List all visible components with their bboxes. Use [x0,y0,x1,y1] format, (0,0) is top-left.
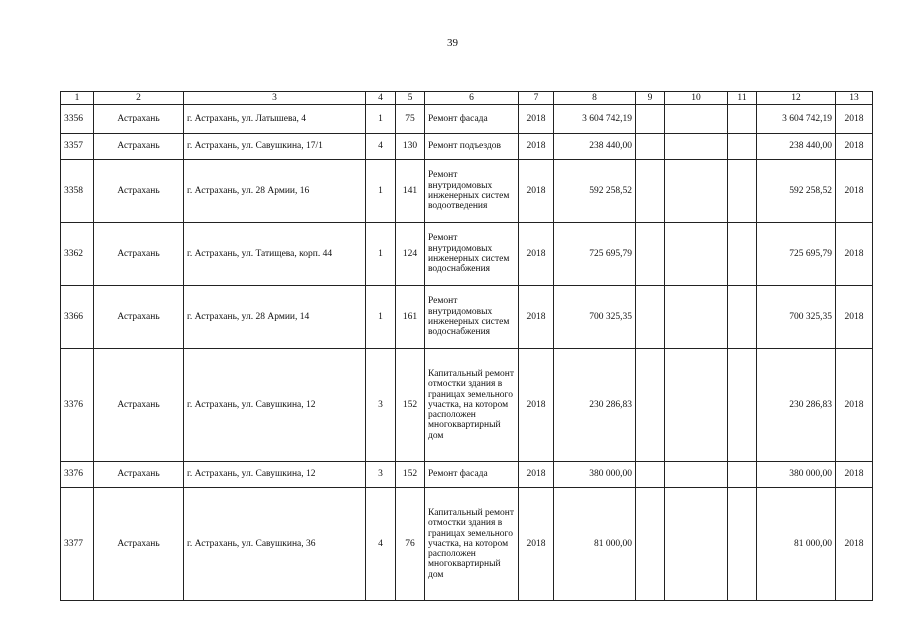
row-city: Астрахань [94,349,184,462]
row-c13: 2018 [836,462,873,488]
row-c11 [728,462,757,488]
row-c11 [728,349,757,462]
row-c4: 1 [366,223,396,286]
row-c9 [636,462,665,488]
row-city: Астрахань [94,160,184,223]
table-row [61,105,873,134]
row-c9 [636,286,665,349]
row-year: 2018 [519,286,554,349]
row-c11 [728,105,757,134]
row-c10 [665,105,728,134]
column-header: 5 [396,92,425,105]
row-c4: 3 [366,349,396,462]
table-row [61,462,873,488]
row-c5: 152 [396,349,425,462]
row-id: 3376 [61,462,94,488]
column-header: 9 [636,92,665,105]
row-work: Ремонт подъездов [425,134,519,160]
row-c9 [636,160,665,223]
row-sum: 81 000,00 [554,488,636,601]
row-work: Капитальный ремонт отмостки здания в границах земельного участка, на котором расположен многоквартирный дом [425,488,519,601]
row-c5: 152 [396,462,425,488]
row-c13: 2018 [836,488,873,601]
row-sum: 230 286,83 [554,349,636,462]
row-c13: 2018 [836,223,873,286]
row-c5: 161 [396,286,425,349]
row-c10 [665,462,728,488]
table-row [61,488,873,601]
row-c4: 1 [366,105,396,134]
row-city: Астрахань [94,134,184,160]
row-c9 [636,134,665,160]
row-city: Астрахань [94,105,184,134]
row-c4: 1 [366,286,396,349]
row-sum: 700 325,35 [554,286,636,349]
column-header: 4 [366,92,396,105]
row-city: Астрахань [94,223,184,286]
column-header: 12 [757,92,836,105]
row-c13: 2018 [836,105,873,134]
row-sum: 238 440,00 [554,134,636,160]
row-work: Ремонт внутридомовых инженерных систем водоснабжения [425,286,519,349]
row-c10 [665,286,728,349]
row-c4: 1 [366,160,396,223]
row-sum: 592 258,52 [554,160,636,223]
row-c13: 2018 [836,349,873,462]
row-address: г. Астрахань, ул. Савушкина, 17/1 [184,134,366,160]
column-header: 13 [836,92,873,105]
row-c13: 2018 [836,160,873,223]
row-c4: 3 [366,462,396,488]
row-work: Ремонт внутридомовых инженерных систем водоотведения [425,160,519,223]
row-c10 [665,134,728,160]
row-work: Ремонт внутридомовых инженерных систем водоснабжения [425,223,519,286]
row-year: 2018 [519,134,554,160]
row-c13: 2018 [836,286,873,349]
row-c9 [636,105,665,134]
table-row [61,134,873,160]
row-c5: 141 [396,160,425,223]
header-row [61,92,873,105]
row-address: г. Астрахань, ул. Савушкина, 12 [184,349,366,462]
row-c10 [665,160,728,223]
row-id: 3358 [61,160,94,223]
column-header: 10 [665,92,728,105]
row-c12: 3 604 742,19 [757,105,836,134]
row-id: 3357 [61,134,94,160]
row-c11 [728,160,757,223]
row-city: Астрахань [94,462,184,488]
column-header: 2 [94,92,184,105]
row-city: Астрахань [94,488,184,601]
row-c12: 230 286,83 [757,349,836,462]
row-id: 3377 [61,488,94,601]
row-id: 3356 [61,105,94,134]
row-year: 2018 [519,488,554,601]
row-c12: 592 258,52 [757,160,836,223]
row-address: г. Астрахань, ул. 28 Армии, 14 [184,286,366,349]
column-header: 6 [425,92,519,105]
row-c13: 2018 [836,134,873,160]
row-c12: 700 325,35 [757,286,836,349]
row-c12: 81 000,00 [757,488,836,601]
table-row [61,160,873,223]
row-year: 2018 [519,105,554,134]
table-row [61,286,873,349]
column-header: 1 [61,92,94,105]
row-c10 [665,488,728,601]
row-sum: 3 604 742,19 [554,105,636,134]
row-year: 2018 [519,223,554,286]
row-c11 [728,286,757,349]
row-address: г. Астрахань, ул. 28 Армии, 16 [184,160,366,223]
row-c12: 380 000,00 [757,462,836,488]
table-row [61,223,873,286]
row-c11 [728,488,757,601]
row-c5: 124 [396,223,425,286]
row-c12: 238 440,00 [757,134,836,160]
row-sum: 725 695,79 [554,223,636,286]
row-work: Капитальный ремонт отмостки здания в границах земельного участка, на котором расположен многоквартирный дом [425,349,519,462]
row-year: 2018 [519,349,554,462]
repair-register-table [60,91,873,601]
row-year: 2018 [519,160,554,223]
row-c11 [728,134,757,160]
row-c10 [665,349,728,462]
row-address: г. Астрахань, ул. Латышева, 4 [184,105,366,134]
row-id: 3366 [61,286,94,349]
table-row [61,349,873,462]
row-year: 2018 [519,462,554,488]
row-id: 3362 [61,223,94,286]
column-header: 11 [728,92,757,105]
row-c10 [665,223,728,286]
row-city: Астрахань [94,286,184,349]
row-work: Ремонт фасада [425,105,519,134]
row-c11 [728,223,757,286]
column-header: 8 [554,92,636,105]
page-number: 39 [447,37,458,49]
column-header: 7 [519,92,554,105]
row-c5: 76 [396,488,425,601]
row-address: г. Астрахань, ул. Савушкина, 36 [184,488,366,601]
column-header: 3 [184,92,366,105]
row-address: г. Астрахань, ул. Татищева, корп. 44 [184,223,366,286]
row-address: г. Астрахань, ул. Савушкина, 12 [184,462,366,488]
row-c4: 4 [366,134,396,160]
row-work: Ремонт фасада [425,462,519,488]
row-id: 3376 [61,349,94,462]
row-sum: 380 000,00 [554,462,636,488]
row-c4: 4 [366,488,396,601]
row-c5: 75 [396,105,425,134]
row-c5: 130 [396,134,425,160]
row-c12: 725 695,79 [757,223,836,286]
row-c9 [636,488,665,601]
row-c9 [636,223,665,286]
row-c9 [636,349,665,462]
